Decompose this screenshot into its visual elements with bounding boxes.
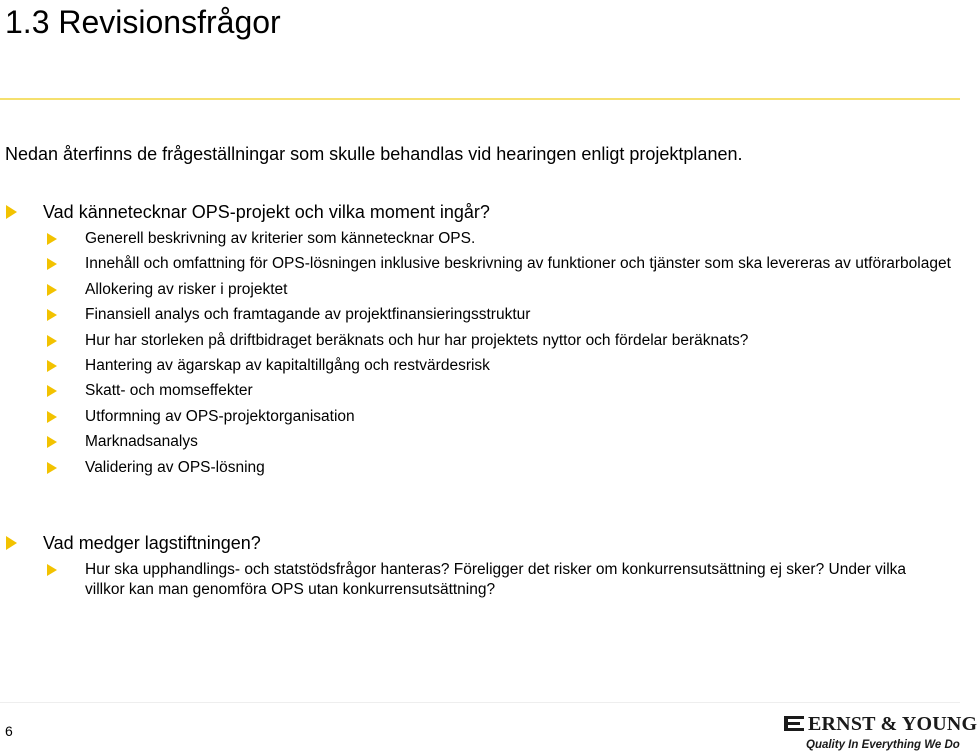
page-number: 6 — [5, 723, 13, 739]
page-title: 1.3 Revisionsfrågor — [5, 4, 281, 40]
list-item: Skatt- och momseffekter — [0, 381, 960, 401]
bullet-arrow-icon — [47, 411, 57, 423]
intro-text: Nedan återfinns de frågeställningar som skulle behandlas vid hearingen enligt projektplanen. — [5, 144, 743, 164]
list-item: Generell beskrivning av kriterier som kännetecknar OPS. — [0, 229, 960, 249]
list-item: Marknadsanalys — [0, 432, 960, 452]
title-divider — [0, 98, 960, 100]
bullet-arrow-icon — [47, 436, 57, 448]
logo-tagline: Quality In Everything We Do — [806, 739, 960, 751]
section-ops-projects — [0, 200, 960, 483]
ey-logo-icon — [784, 715, 804, 735]
list-item: Finansiell analys och framtagande av projektfinansieringsstruktur — [0, 305, 960, 325]
bullet-arrow-icon — [47, 258, 57, 270]
footer-divider — [0, 702, 960, 703]
bullet-arrow-icon — [47, 335, 57, 347]
bullet-arrow-icon — [47, 233, 57, 245]
section-heading — [0, 200, 960, 224]
list-item: Utformning av OPS-projektorganisation — [0, 407, 960, 427]
section-heading — [0, 531, 960, 555]
list-item: Hantering av ägarskap av kapitaltillgång och restvärdesrisk — [0, 356, 960, 376]
logo-wordmark: ERNST & YOUNG — [808, 713, 977, 735]
ey-logo — [784, 712, 977, 754]
section-heading-text: Vad kännetecknar OPS-projekt och vilka moment ingår? — [43, 202, 490, 222]
bullet-arrow-icon — [47, 309, 57, 321]
list-item: Hur ska upphandlings- och statstödsfrågor hanteras? Föreligger det risker om konkurrensutsättning ej sker? Under vilka villkor kan man genomföra OPS utan konkurrensutsättning? — [0, 560, 960, 600]
list-item: Allokering av risker i projektet — [0, 280, 960, 300]
bullet-arrow-icon — [47, 564, 57, 576]
bullet-arrow-icon — [6, 205, 17, 219]
bullet-arrow-icon — [47, 462, 57, 474]
bullet-arrow-icon — [47, 284, 57, 296]
list-item: Innehåll och omfattning för OPS-lösningen inklusive beskrivning av funktioner och tjänster som ska levereras av utförarbolaget — [0, 254, 960, 274]
section-legislation — [0, 531, 960, 605]
list-item: Validering av OPS-lösning — [0, 458, 960, 478]
list-item: Hur har storleken på driftbidraget beräknats och hur har projektets nyttor och fördelar beräknats? — [0, 331, 960, 351]
bullet-arrow-icon — [47, 360, 57, 372]
bullet-arrow-icon — [47, 385, 57, 397]
bullet-arrow-icon — [6, 536, 17, 550]
section-heading-text: Vad medger lagstiftningen? — [43, 533, 261, 553]
question-list — [0, 229, 960, 478]
question-list — [0, 560, 960, 600]
